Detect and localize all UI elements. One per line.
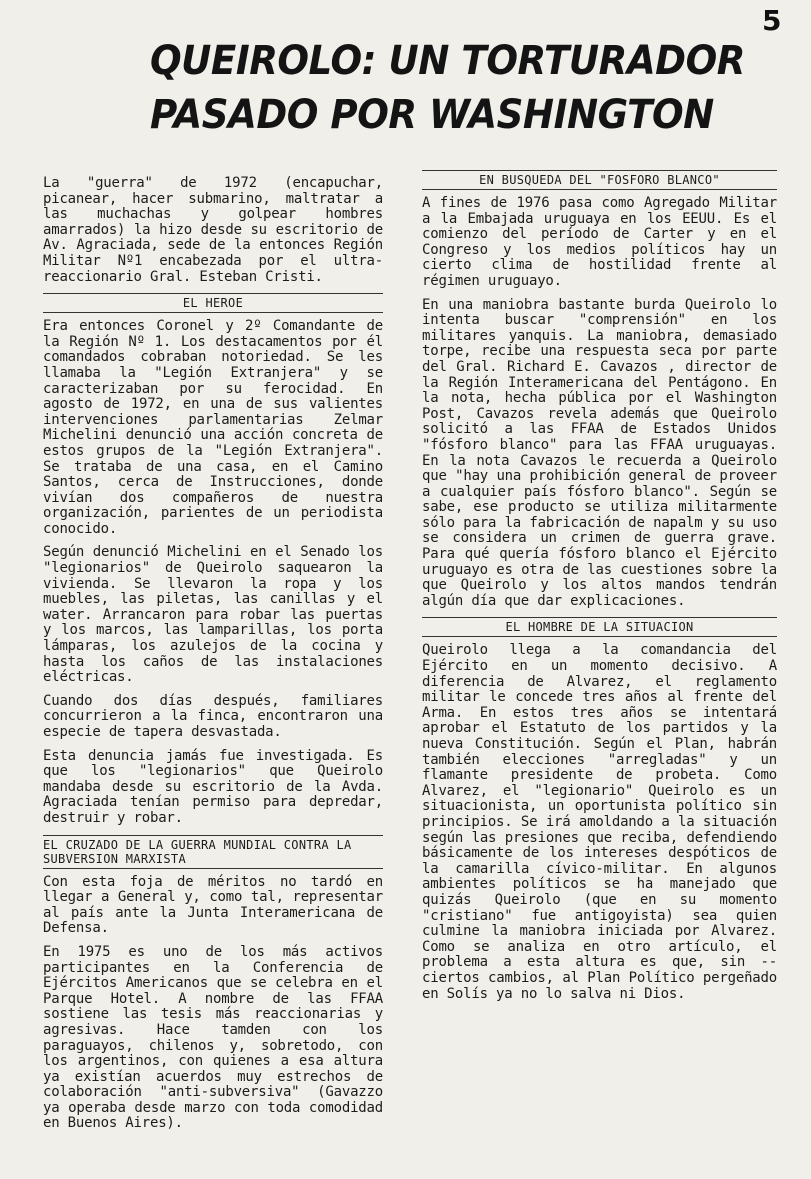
cruzado-paragraph: Con esta foja de méritos no tardó en llegar a General y, como tal, representar al país ante la Junta Interamericana de Defensa.: [43, 873, 383, 937]
heroe-paragraph: Esta denuncia jamás fue investigada. Es que los "legionarios" que Queirolo mandaba desde su escritorio de la Avda. Agraciada tenían permiso para depredar, destruir y robar.: [43, 747, 383, 826]
right-column: [422, 170, 777, 1010]
heroe-paragraph: Era entonces Coronel y 2º Comandante de la Región Nº 1. Los destacamentos por él comandados cobraban notoriedad. Se les llamaba la "Legión Extranjera" y se caracterizaban por su ferocidad. En agosto de 1972, en una de sus valientes intervenciones parlamentarias Zelmar Michelini denunció una acción concreta de estos grupos de la "Legión Extranjera". Se trataba de una casa, en el Camino Santos, cerca de Instrucciones, donde vivían dos compañeros de nuestra organización, parientes de un periodista conocido.: [43, 318, 383, 537]
cruzado-paragraph: En 1975 es uno de los más activos participantes en la Conferencia de Ejércitos Americanos que se celebra en el Parque Hotel. A nombre de las FFAA sostiene las tesis más reaccionarias y agresivas. Hace tamden con los paraguayos, chilenos y, sobretodo, con los argentinos, con quienes a esa altura ya existían acuerdos muy estrechos de colaboración "anti-subversiva" (Gavazzo ya operaba desde marzo con toda comodidad en Buenos Aires).: [43, 943, 383, 1132]
section-heading-fosforo-blanco: EN BUSQUEDA DEL "FOSFORO BLANCO": [422, 170, 777, 190]
section-heading-el-hombre: EL HOMBRE DE LA SITUACION: [422, 617, 777, 637]
article-headline: [150, 34, 745, 142]
page-number: 5: [762, 4, 782, 37]
headline-line-2: PASADO POR WASHINGTON: [150, 92, 714, 138]
headline-line-1: QUEIROLO: UN TORTURADOR: [150, 38, 745, 84]
hombre-paragraph: Queirolo llega a la comandancia del Ejército en un momento decisivo. A diferencia de Alvarez, el reglamento militar le concede tres años al frente del Arma. En estos tres años se intentará aprobar el Estatuto de los partidos y la nueva Constitución. Según el Plan, habrán también elecciones "arregladas" y un flamante presidente de probeta. Como Alvarez, el "legionario" Queirolo es un situacionista, un oportunista político sin principios. Se irá amoldando a la situación según las presiones que reciba, defendiendo básicamente de los intereses despóticos de la camarilla cívico-militar. En algunos ambientes políticos se ha manejado que quizás Queirolo (que en su momento "cristiano" fue antigoyista) sea quien culmine la maniobra iniciada por Alvarez. Como se analiza en otro artículo, el problema a esta altura es que, sin --ciertos cambios, al Plan Político pergeñado en Solís ya no lo salva ni Dios.: [422, 642, 777, 1002]
fosforo-paragraph: A fines de 1976 pasa como Agregado Militar a la Embajada uruguaya en los EEUU. Es el comienzo del período de Carter y en el Congreso y los medios políticos hay un cierto clima de hostilidad frente al régimen uruguayo.: [422, 195, 777, 289]
section-heading-el-heroe: EL HEROE: [43, 293, 383, 313]
heroe-paragraph: Según denunció Michelini en el Senado los "legionarios" de Queirolo saquearon la vivienda. Se llevaron la ropa y los muebles, las piletas, las canillas y el water. Arrancaron para robar las puertas y los marcos, las lamparillas, los porta lámparas, los azulejos de la cocina y hasta los caños de las instalaciones eléctricas.: [43, 544, 383, 686]
intro-paragraph: La "guerra" de 1972 (encapuchar, picanear, hacer submarino, maltratar a las muchachas y golpear hombres amarrados) la hizo desde su escritorio de Av. Agraciada, sede de la entonces Región Militar Nº1 encabezada por el ultra-reaccionario Gral. Esteban Cristi.: [43, 175, 383, 285]
heroe-paragraph: Cuando dos días después, familiares concurrieron a la finca, encontraron una especie de tapera desvastada.: [43, 692, 383, 740]
fosforo-paragraph: En una maniobra bastante burda Queirolo lo intenta buscar "comprensión" en los militares yanquis. La maniobra, demasiado torpe, recibe una respuesta seca por parte del Gral. Richard E. Cavazos , director de la Región Interamericana del Pentágono. En la nota, hecha pública por el Washington Post, Cavazos revela además que Queirolo solicitó a las FFAA de Estados Unidos "fósforo blanco" para las FFAA uruguayas. En la nota Cavazos le recuerda a Queirolo que "hay una prohibición general de proveer a cualquier país fósforo blanco". Según se sabe, ese producto se utiliza militarmente sólo para la fabricación de napalm y su uso se considera un crimen de guerra grave. Para qué quería fósforo blanco el Ejército uruguayo es otra de las cuestiones sobre la que Queirolo y los altos mandos tendrán algún día que dar explicaciones.: [422, 296, 777, 609]
left-column: [43, 176, 383, 1140]
section-heading-el-cruzado: EL CRUZADO DE LA GUERRA MUNDIAL CONTRA LA SUBVERSION MARXISTA: [43, 835, 383, 869]
